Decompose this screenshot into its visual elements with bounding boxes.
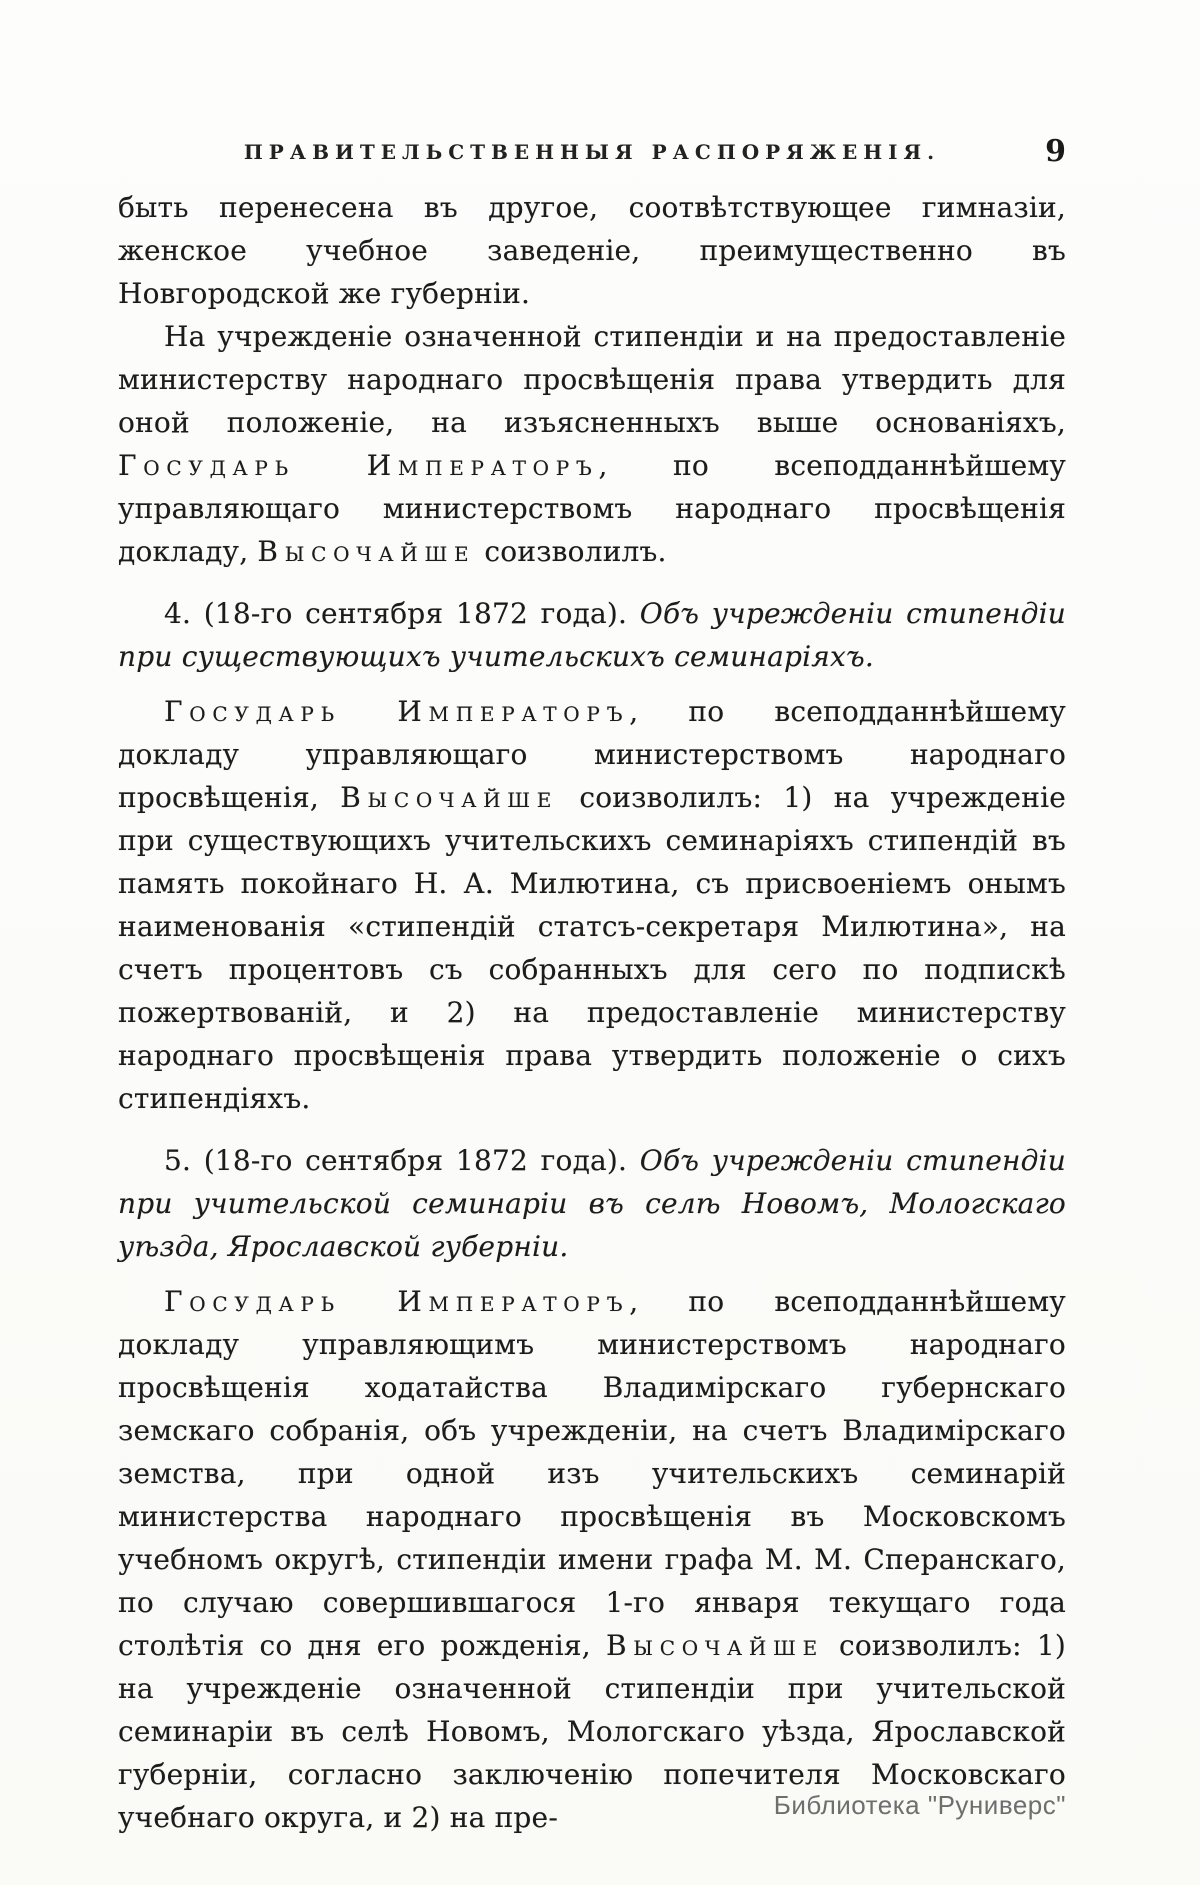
paragraph-decree-3 [118,315,1066,573]
emphasis-gosudar-imperator: Государь Императоръ [118,449,599,482]
page-body [118,186,1066,1839]
paragraph-text: соизволилъ: 1) на учрежденіе означенной стипендіи при учительской семинаріи въ селѣ Новомъ, Мологскаго уѣзда, Ярославской губерніи, согласно заключенію попечителя Московскаго учебнаго округа, и 2) на пре- [118,1629,1067,1834]
paragraph-text: На учрежденіе означенной стипендіи и на предоставленіе министерству народнаго просвѣщенія права утвердить для оной положеніе, на изъясненныхъ выше основаніяхъ, [118,320,1066,439]
emphasis-gosudar-imperator: Государь Императоръ [164,695,630,728]
item-4-label: 4. (18-го сентября 1872 года). [164,597,628,630]
paragraph-decree-4 [118,690,1066,1120]
paragraph-text: , по всеподданнѣйшему докладу управляющимъ министерствомъ народнаго просвѣщенія ходатайства Владимірскаго губернскаго земскаго собранія, объ учрежденіи, на счетъ Владимірскаго земства, при одной изъ учительскихъ семинарій министерства народнаго просвѣщенія въ Московскомъ учебномъ округѣ, стипендіи имени графа М. М. Сперанскаго, по случаю совершившагося 1-го января текущаго года столѣтія со дня его рожденія, [118,1285,1066,1662]
emphasis-gosudar-imperator: Государь Императоръ [164,1285,630,1318]
paragraph-text: быть перенесена въ другое, соотвѣтствующее гимназіи, женское учебное заведеніе, преимущественно въ Новгородской же губерніи. [118,191,1066,310]
paragraph-decree-5 [118,1280,1066,1839]
running-header [118,134,1066,174]
paragraph-continuation [118,186,1066,315]
header-title: ПРАВИТЕЛЬСТВЕННЫЯ РАСПОРЯЖЕНІЯ. [243,140,941,164]
paragraph-text: , по всеподданнѣйшему докладу управляющаго министерствомъ народнаго просвѣщенія, [118,695,1066,814]
item-5-title: Объ учрежденіи стипендіи при учительской семинаріи въ селѣ Новомъ, Мологскаго уѣзда, Ярославской губерніи. [118,1144,1066,1263]
emphasis-vysochaishe: Высочайше [257,535,476,568]
emphasis-vysochaishe: Высочайше [606,1629,824,1662]
paragraph-text: соизволилъ. [475,535,667,568]
paragraph-text: соизволилъ: 1) на учрежденіе при существующихъ учительскихъ семинаріяхъ стипендій въ память покойнаго Н. А. Милютина, съ присвоеніемъ онымъ наименованія «стипендій статсъ-секретаря Милютина», на счетъ процентовъ съ собранныхъ для сего по подпискѣ пожертвованій, и 2) на предоставленіе министерству народнаго просвѣщенія права утвердить положеніе о сихъ стипендіяхъ. [118,781,1066,1115]
item-4-heading [118,592,1066,678]
item-5-label: 5. (18-го сентября 1872 года). [164,1144,628,1177]
paragraph-text: , по всеподданнѣйшему управляющаго министерствомъ народнаго просвѣщенія докладу, [118,449,1066,568]
library-watermark: Библиотека "Руниверс" [773,1790,1066,1820]
item-5-heading [118,1139,1066,1268]
item-4-title: Объ учрежденіи стипендіи при существующихъ учительскихъ семинаріяхъ. [118,597,1066,673]
emphasis-vysochaishe: Высочайше [340,781,559,814]
page-number: 9 [1045,134,1066,169]
